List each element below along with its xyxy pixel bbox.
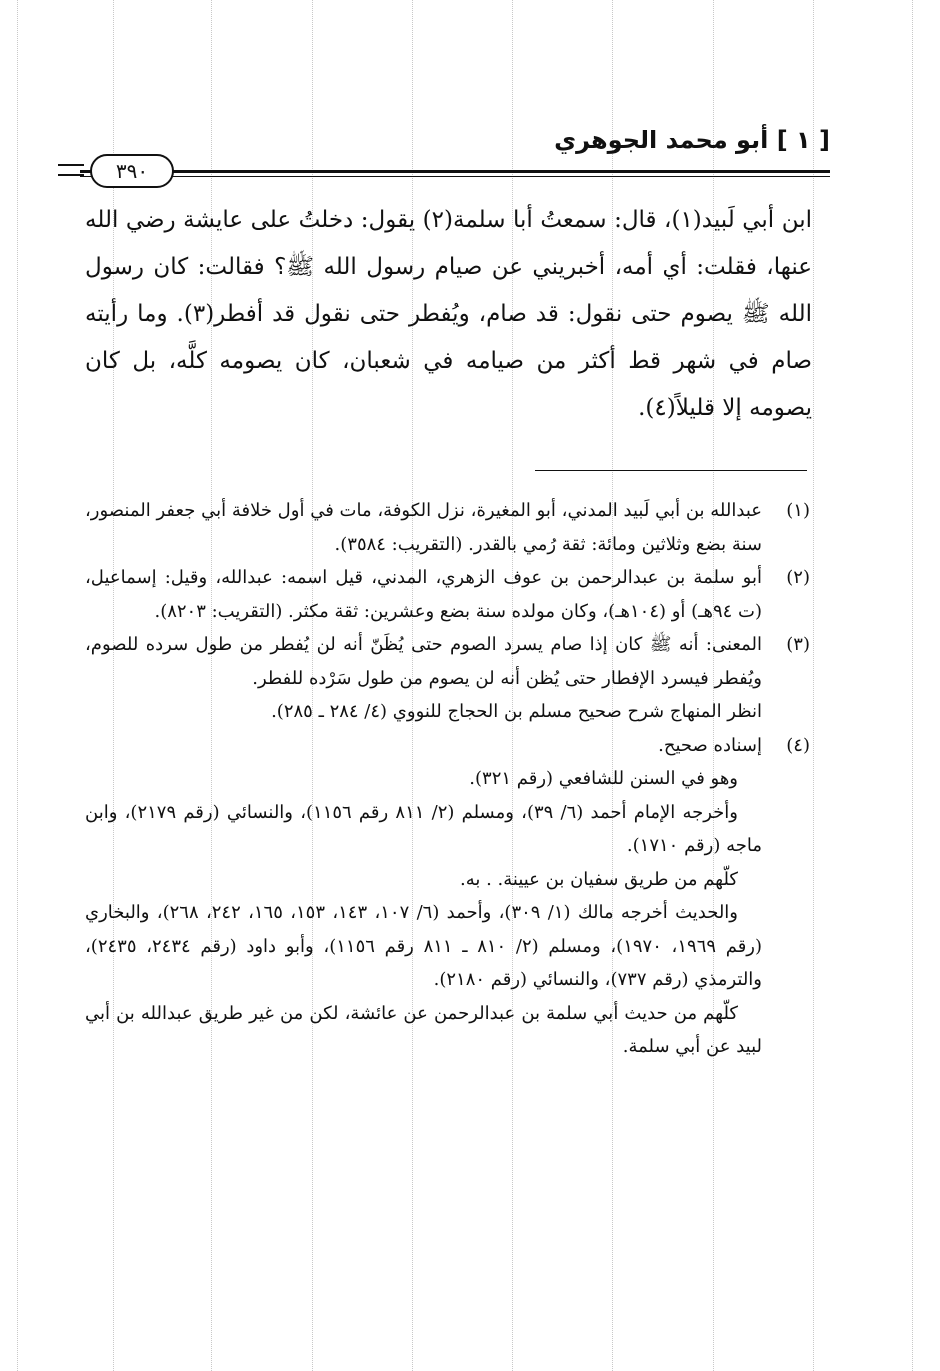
footnote-text: انظر المنهاج شرح صحيح مسلم بن الحجاج للنووي (٤/ ٢٨٤ ـ ٢٨٥). [271, 701, 762, 722]
hadith-paragraph: ابن أبي لَبيد(١)، قال: سمعتُ أبا سلمة(٢) يقول: دخلتُ على عايشة رضي الله عنها، فقلت: أي أمه، أخبريني عن صيام رسول الله ﷺ؟ فقالت: كان رسول الله ﷺ يصوم حتى نقول: قد صام، ويُفطر حتى نقول قد أفطر(٣). وما رأيته صام في شهر قط أكثر من صيامه في شعبان، كان يصومه كلَّه، بل كان يصومه إلا قليلاً(٤). [85, 207, 813, 421]
footnote-text: إسناده صحيح. [658, 734, 762, 756]
footnote-number: (٢) [786, 567, 810, 588]
footnote-number: (٤) [786, 734, 810, 756]
page-number: ٣٩٠ [90, 154, 174, 188]
header-rule [80, 170, 830, 173]
footnote-text: المعنى: أنه ﷺ كان إذا صام يسرد الصوم حتى يُظَنّ أنه لن يُفطر من طول سرده للصوم، ويُفطر فيسرد الإفطار حتى يُظن أنه لن يصوم من طول سَرْده للفطر. [85, 634, 762, 689]
footnote-1 [85, 494, 810, 561]
footnote-text: وأخرجه الإمام أحمد (٦/ ٣٩)، ومسلم (٢/ ٨١١ رقم ١١٥٦)، والنسائي (رقم ٢١٧٩)، وابن ماجه (رقم ١٧١٠). [85, 801, 762, 856]
footnote-text: كلّهم من حديث أبي سلمة بن عبدالرحمن عن عائشة، لكن من غير طريق عبدالله بن أبي لبيد عن أبي سلمة. [85, 1002, 762, 1057]
footnote-separator [535, 470, 807, 471]
footnote-text: كلّهم من طريق سفيان بن عيينة. . به. [459, 868, 738, 890]
footnote-text: عبدالله بن أبي لَبيد المدني، أبو المغيرة، نزل الكوفة، مات في أول خلافة أبي جعفر المنصور، سنة بضع وثلاثين ومائة: ثقة رُمي بالقدر. (التقريب: ٣٥٨٤). [85, 500, 762, 555]
main-text [85, 197, 812, 432]
guide-line [813, 0, 814, 1371]
footnote-number: (١) [786, 500, 810, 521]
page-number-mark [58, 164, 84, 176]
footnote-text: أبو سلمة بن عبدالرحمن بن عوف الزهري، المدني، قيل اسمه: عبدالله، وقيل: إسماعيل، (ت ٩٤هـ) أو (١٠٤هـ)، وكان مولده سنة بضع وعشرين: ثقة مكثر. (التقريب: ٨٢٠٣). [85, 567, 762, 622]
footnote-text: والحديث أخرجه مالك (١/ ٣٠٩)، وأحمد (٦/ ١٠٧، ١٤٣، ١٥٣، ١٦٥، ٢٤٢، ٢٦٨)، والبخاري (رقم ١٩٦٩، ١٩٧٠)، ومسلم (٢/ ٨١٠ ـ ٨١١ رقم ١١٥٦)، وأبو داود (رقم ٢٤٣٤، ٢٤٣٥)، والترمذي (رقم ٧٣٧)، والنسائي (رقم ٢١٨٠). [85, 902, 763, 990]
footnote-text: وهو في السنن للشافعي (رقم ٣٢١). [469, 768, 738, 789]
header-rule-thin [80, 176, 830, 177]
footnote-4 [85, 729, 810, 1064]
footnotes [85, 494, 810, 1064]
guide-line [912, 0, 913, 1371]
footnote-2 [85, 561, 810, 628]
page-header [80, 126, 830, 190]
book-title: [ ١ ] أبو محمد الجوهري [554, 126, 830, 154]
footnote-3 [85, 628, 810, 729]
footnote-number: (٣) [786, 634, 810, 655]
guide-line [17, 0, 18, 1371]
